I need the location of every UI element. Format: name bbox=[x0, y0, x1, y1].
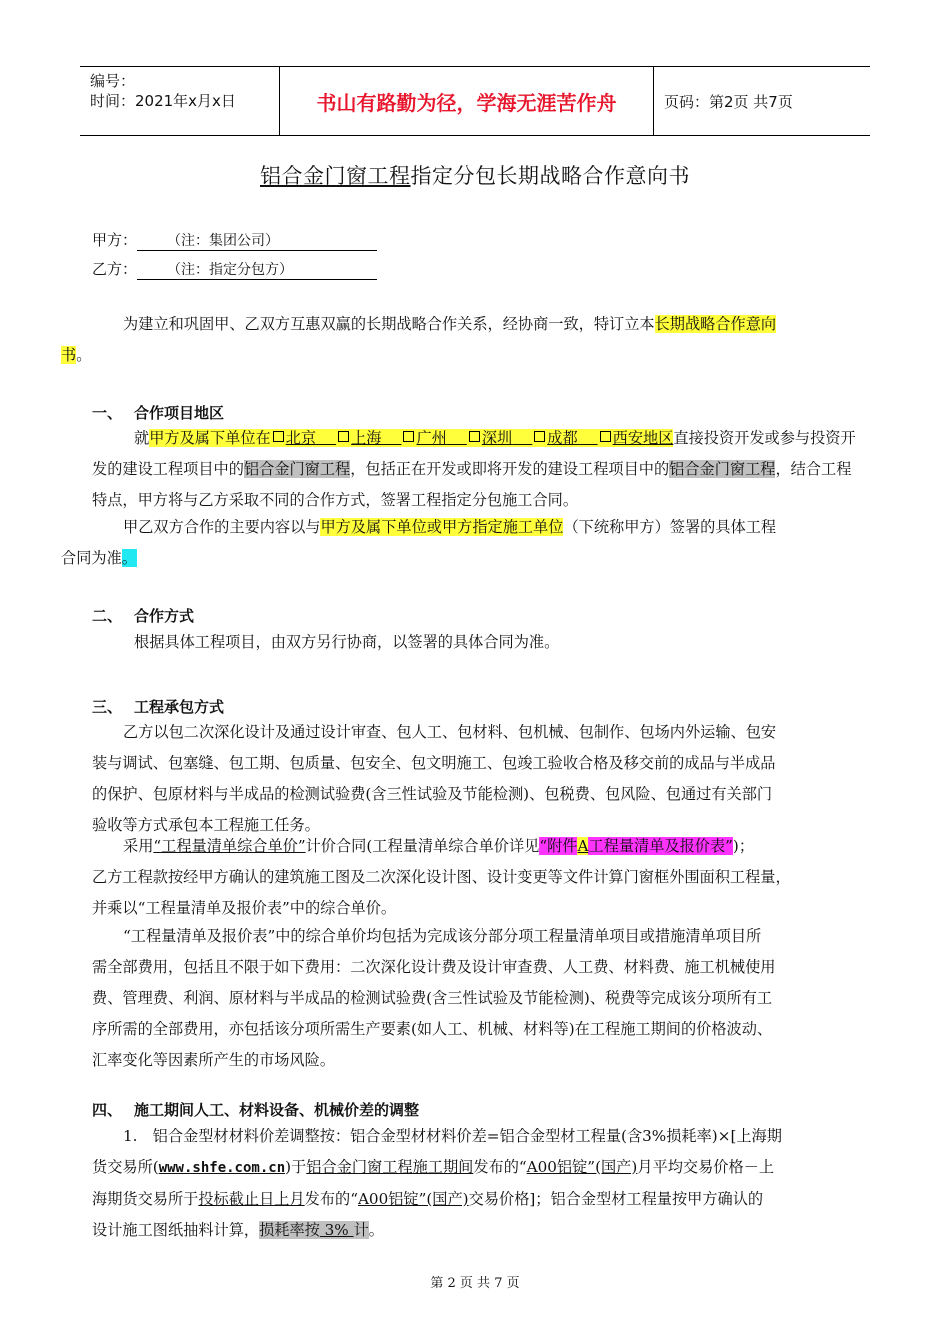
s4-text: 海期货交易所于 bbox=[92, 1190, 199, 1208]
s1-location-text: 甲方及属下单位在 bbox=[149, 429, 271, 447]
s4-text: 。 bbox=[368, 1221, 384, 1239]
header-meta bbox=[80, 67, 280, 135]
s4-grey bbox=[259, 1221, 369, 1239]
s4-underlined: 铝合金门窗工程施工期间 bbox=[306, 1158, 474, 1176]
city-xian: 西安地区 bbox=[612, 429, 674, 447]
city-guangzhou: 广州 bbox=[416, 429, 447, 447]
s4-line-1: 1. 铝合金型材材料价差调整按：铝合金型材材料价差=铝合金型材工程量(含3%损耗率)×[上海期 bbox=[123, 1127, 782, 1145]
s3-line: 装与调试、包塞缝、包工期、包质量、包安全、包文明施工、包竣工验收合格及移交前的成品与半成品 bbox=[92, 754, 776, 772]
party-a-label: 甲方： bbox=[92, 231, 138, 249]
s1p2-cyan-mark: 。 bbox=[121, 549, 137, 567]
document-title bbox=[0, 160, 950, 190]
s3-line: 并乘以“工程量清单及报价表”中的综合单价。 bbox=[92, 899, 397, 917]
title-underlined: 铝合金门窗工程 bbox=[260, 164, 411, 188]
party-a-value: （注：集团公司） bbox=[137, 230, 377, 251]
party-b bbox=[92, 258, 377, 280]
s1p2-text-c: 合同为准 bbox=[61, 549, 122, 567]
s4-text: 发布的“ bbox=[473, 1158, 527, 1176]
s1-grey-2a: 铝合金门 bbox=[669, 460, 730, 478]
s1-text-a: 就 bbox=[134, 429, 150, 447]
s4-underlined: A00铝锭”(国产) bbox=[357, 1190, 469, 1208]
s4-text: 月平均交易价格－上 bbox=[637, 1158, 774, 1176]
page-header bbox=[80, 66, 870, 136]
s3-line: 乙方以包二次深化设计及通过设计审查、包人工、包材料、包机械、包制作、包场内外运输、包安 bbox=[123, 723, 777, 741]
s3-line: 费、管理费、利润、原材料与半成品的检测试验费(含三性试验及节能检测)、税费等完成该分项所有工 bbox=[92, 989, 773, 1007]
s3p2-underlined: “工程量清单综合单价” bbox=[153, 837, 306, 855]
checkbox-icon bbox=[534, 431, 545, 442]
s3p2-m3: 工程量清单及报价表” bbox=[588, 837, 733, 855]
section-1-number: 一、 bbox=[92, 404, 123, 422]
city-shanghai: 上海 bbox=[351, 429, 382, 447]
s1p2-text-b: （下统称甲方）签署的具体工程 bbox=[563, 518, 777, 536]
section-2-heading bbox=[92, 605, 194, 626]
s4-rate: 3% bbox=[319, 1221, 354, 1239]
s3-line: “工程量清单及报价表”中的综合单价均包括为完成该分部分项工程量清单项目或措施清单项目所 bbox=[123, 927, 762, 945]
title-rest: 指定分包长期战略合作意向书 bbox=[410, 164, 690, 188]
s3-line: 汇率变化等因素所产生的市场风险。 bbox=[92, 1051, 335, 1069]
s4-text: 设计施工图纸抽料计算， bbox=[92, 1221, 260, 1239]
s4-text: 发布的“ bbox=[304, 1190, 358, 1208]
s3p2-text-a: 采用 bbox=[123, 837, 154, 855]
header-motto: 书山有路勤为径，学海无涯苦作舟 bbox=[280, 67, 654, 135]
city-shenzhen: 深圳 bbox=[481, 429, 513, 447]
s1-highlight-location bbox=[149, 429, 673, 447]
s3p2-m2: A bbox=[577, 837, 589, 855]
section-3-heading bbox=[92, 696, 224, 717]
s1-text-c: ，包括正在开发或即将开发的建设工程项目中的 bbox=[350, 460, 670, 478]
s4-underlined: A00铝锭”(国产) bbox=[526, 1158, 638, 1176]
intro-highlight: 长期战略合作意向 bbox=[654, 315, 777, 333]
s1p2-text-a: 甲乙双方合作的主要内容以与 bbox=[123, 518, 321, 536]
section-4-paragraph-1 bbox=[92, 1121, 862, 1246]
party-a bbox=[92, 229, 377, 251]
s1p2-highlight: 甲方及属下单位或甲方指定施工单位 bbox=[320, 518, 564, 536]
section-3-paragraph-1 bbox=[92, 717, 862, 841]
section-2-number: 二、 bbox=[92, 607, 123, 625]
section-1-title: 合作项目地区 bbox=[134, 404, 225, 422]
s1-text-b: 直接投资开发或参与投资开发的建设工程项目中的 bbox=[92, 429, 856, 478]
section-2-title: 合作方式 bbox=[134, 607, 195, 625]
city-chengdu: 成都 bbox=[547, 429, 578, 447]
s4-grey-text: 损耗率按 bbox=[259, 1221, 320, 1239]
s4-grey-text-2: 计 bbox=[353, 1221, 369, 1239]
section-3-title: 工程承包方式 bbox=[134, 698, 225, 716]
section-3-paragraph-2 bbox=[92, 831, 862, 924]
intro-end: 。 bbox=[76, 346, 92, 364]
section-4-number: 四、 bbox=[92, 1101, 123, 1119]
city-beijing: 北京 bbox=[285, 429, 317, 447]
s3p2-text-b: 计价合同(工程量清单综合单价详见 bbox=[305, 837, 540, 855]
s3p2-m1: “附件 bbox=[539, 837, 578, 855]
s3p2-text-c: )； bbox=[732, 837, 755, 855]
section-4-heading bbox=[92, 1099, 419, 1120]
party-b-value: （注：指定分包方） bbox=[137, 259, 377, 280]
s4-underlined: 投标截止日上月 bbox=[198, 1190, 305, 1208]
s3-line: 需全部费用，包括且不限于如下费用：二次深化设计费及设计审查费、人工费、材料费、施工机械使用 bbox=[92, 958, 776, 976]
time-label: 时间：2021年x月x日 bbox=[90, 92, 236, 110]
header-page-info: 页码：第2页 共7页 bbox=[664, 92, 793, 111]
section-1-paragraph-1 bbox=[92, 423, 862, 516]
section-4-title: 施工期间人工、材料设备、机械价差的调整 bbox=[134, 1101, 420, 1119]
checkbox-icon bbox=[338, 431, 349, 442]
party-b-label: 乙方： bbox=[92, 260, 138, 278]
section-3-paragraph-3 bbox=[92, 921, 862, 1076]
number-label: 编号： bbox=[90, 72, 136, 90]
intro-text: 为建立和巩固甲、乙双方互惠双赢的长期战略合作关系，经协商一致，特订立本 bbox=[123, 315, 655, 333]
city-list bbox=[271, 429, 674, 447]
section-2-paragraph: 根据具体工程项目，由双方另行协商，以签署的具体合同为准。 bbox=[134, 633, 560, 651]
s4-text: 货交易所( bbox=[92, 1158, 159, 1176]
s1-grey-2b: 窗工程 bbox=[729, 460, 776, 478]
intro-paragraph bbox=[61, 309, 862, 371]
s1-text-d: ，结合工程特点，甲方将与乙方采取不同的合作方式，签署工程指定分包施工合同。 bbox=[92, 460, 852, 509]
s3-line: 乙方工程款按经甲方确认的建筑施工图及二次深化设计图、设计变更等文件计算门窗框外围面积工程量， bbox=[92, 868, 791, 886]
checkbox-icon bbox=[600, 431, 611, 442]
section-1-paragraph-2 bbox=[61, 512, 862, 574]
intro-highlight-2: 书 bbox=[61, 346, 77, 364]
shfe-link[interactable]: www.shfe.com.cn bbox=[158, 1160, 286, 1176]
checkbox-icon bbox=[469, 431, 480, 442]
section-3-number: 三、 bbox=[92, 698, 123, 716]
s1-grey-1: 铝合金门窗工程 bbox=[243, 460, 351, 478]
s4-text: 交易价格]；铝合金型材工程量按甲方确认的 bbox=[468, 1190, 764, 1208]
s3-line: 序所需的全部费用，亦包括该分项所需生产要素(如人工、机械、材料等)在工程施工期间的价格波动、 bbox=[92, 1020, 773, 1038]
s4-text: )于 bbox=[285, 1158, 307, 1176]
s3-line: 验收等方式承包本工程施工任务。 bbox=[92, 816, 320, 834]
section-1-heading bbox=[92, 402, 224, 423]
checkbox-icon bbox=[403, 431, 414, 442]
checkbox-icon bbox=[273, 431, 284, 442]
s3p2-magenta bbox=[539, 837, 733, 855]
s3-line: 的保护、包原材料与半成品的检测试验费(含三性试验及节能检测)、包税费、包风险、包通过有关部门 bbox=[92, 785, 773, 803]
page-footer: 第 2 页 共 7 页 bbox=[430, 1276, 520, 1291]
